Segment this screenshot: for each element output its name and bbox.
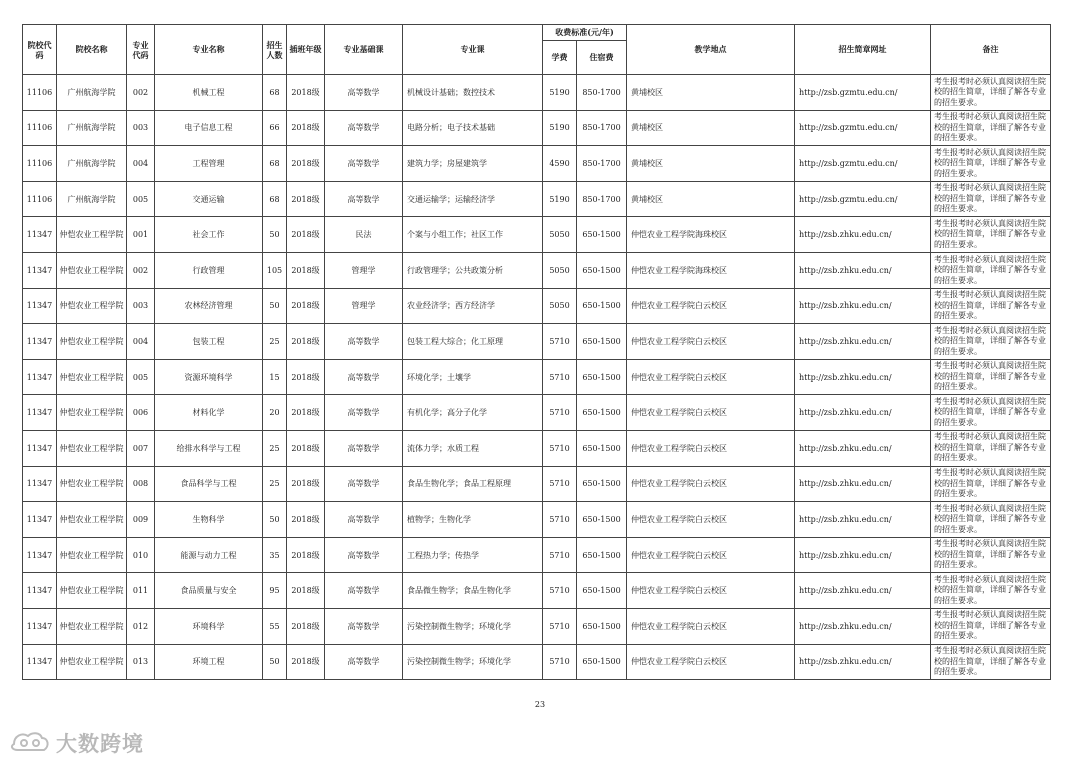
location-cell: 仲恺农业工程学院白云校区 [627, 288, 795, 324]
accommodation-cell: 650-1500 [577, 252, 627, 288]
school-name-cell: 仲恺农业工程学院 [57, 359, 127, 395]
location-cell: 仲恺农业工程学院白云校区 [627, 608, 795, 644]
location-cell: 黄埔校区 [627, 181, 795, 217]
table-row [23, 466, 1051, 502]
website-cell: http://zsb.zhku.edu.cn/ [795, 359, 931, 395]
grade-cell: 2018级 [287, 181, 325, 217]
school-code-cell: 11347 [23, 324, 57, 360]
school-code-cell: 11347 [23, 608, 57, 644]
school-name-cell: 仲恺农业工程学院 [57, 288, 127, 324]
base-course-cell: 高等数学 [325, 608, 403, 644]
accommodation-cell: 650-1500 [577, 502, 627, 538]
base-course-cell: 高等数学 [325, 324, 403, 360]
location-cell: 仲恺农业工程学院白云校区 [627, 359, 795, 395]
major-course-cell: 污染控制微生物学；环境化学 [403, 608, 543, 644]
tuition-cell: 5710 [543, 537, 577, 573]
major-course-cell: 食品微生物学；食品生物化学 [403, 573, 543, 609]
major-course-cell: 环境化学；土壤学 [403, 359, 543, 395]
enroll-count-cell: 15 [263, 359, 287, 395]
grade-cell: 2018级 [287, 395, 325, 431]
watermark [8, 728, 144, 758]
table-body [23, 75, 1051, 680]
major-name-cell: 食品质量与安全 [155, 573, 263, 609]
table-row [23, 644, 1051, 680]
tuition-cell: 5710 [543, 324, 577, 360]
major-code-cell: 006 [127, 395, 155, 431]
enroll-count-cell: 55 [263, 608, 287, 644]
major-code-cell: 005 [127, 359, 155, 395]
school-name-cell: 仲恺农业工程学院 [57, 644, 127, 680]
tuition-cell: 5710 [543, 573, 577, 609]
major-course-cell: 有机化学；高分子化学 [403, 395, 543, 431]
location-cell: 仲恺农业工程学院白云校区 [627, 502, 795, 538]
website-cell: http://zsb.zhku.edu.cn/ [795, 537, 931, 573]
school-code-cell: 11347 [23, 395, 57, 431]
school-name-cell: 仲恺农业工程学院 [57, 395, 127, 431]
accommodation-cell: 850-1700 [577, 75, 627, 111]
enroll-count-cell: 68 [263, 146, 287, 182]
website-cell: http://zsb.gzmtu.edu.cn/ [795, 75, 931, 111]
major-code-cell: 010 [127, 537, 155, 573]
major-code-cell: 003 [127, 110, 155, 146]
header-enroll-count: 招生人数 [263, 25, 287, 75]
major-name-cell: 生物科学 [155, 502, 263, 538]
major-course-cell: 建筑力学；房屋建筑学 [403, 146, 543, 182]
major-name-cell: 给排水科学与工程 [155, 430, 263, 466]
base-course-cell: 高等数学 [325, 359, 403, 395]
remarks-cell: 考生报考时必须认真阅读招生院校的招生简章，详细了解各专业的招生要求。 [931, 252, 1051, 288]
remarks-cell: 考生报考时必须认真阅读招生院校的招生简章，详细了解各专业的招生要求。 [931, 217, 1051, 253]
major-code-cell: 002 [127, 252, 155, 288]
enroll-count-cell: 25 [263, 466, 287, 502]
website-cell: http://zsb.zhku.edu.cn/ [795, 466, 931, 502]
school-code-cell: 11347 [23, 537, 57, 573]
major-name-cell: 交通运输 [155, 181, 263, 217]
table-row [23, 395, 1051, 431]
tuition-cell: 5710 [543, 502, 577, 538]
table-row [23, 537, 1051, 573]
watermark-logo-icon [8, 728, 52, 758]
major-name-cell: 社会工作 [155, 217, 263, 253]
accommodation-cell: 650-1500 [577, 573, 627, 609]
remarks-cell: 考生报考时必须认真阅读招生院校的招生简章，详细了解各专业的招生要求。 [931, 324, 1051, 360]
major-code-cell: 004 [127, 324, 155, 360]
location-cell: 仲恺农业工程学院白云校区 [627, 644, 795, 680]
website-cell: http://zsb.zhku.edu.cn/ [795, 644, 931, 680]
school-code-cell: 11347 [23, 217, 57, 253]
tuition-cell: 5710 [543, 644, 577, 680]
enroll-count-cell: 66 [263, 110, 287, 146]
base-course-cell: 高等数学 [325, 395, 403, 431]
table-row [23, 573, 1051, 609]
location-cell: 黄埔校区 [627, 146, 795, 182]
website-cell: http://zsb.gzmtu.edu.cn/ [795, 110, 931, 146]
website-cell: http://zsb.zhku.edu.cn/ [795, 217, 931, 253]
table-row [23, 359, 1051, 395]
remarks-cell: 考生报考时必须认真阅读招生院校的招生简章，详细了解各专业的招生要求。 [931, 288, 1051, 324]
school-name-cell: 仲恺农业工程学院 [57, 573, 127, 609]
table-row [23, 502, 1051, 538]
major-name-cell: 农林经济管理 [155, 288, 263, 324]
location-cell: 黄埔校区 [627, 75, 795, 111]
major-course-cell: 流体力学；水质工程 [403, 430, 543, 466]
location-cell: 仲恺农业工程学院白云校区 [627, 466, 795, 502]
tuition-cell: 5710 [543, 466, 577, 502]
major-name-cell: 材料化学 [155, 395, 263, 431]
school-code-cell: 11347 [23, 288, 57, 324]
header-fee-group: 收费标准(元/年) [543, 25, 627, 41]
enroll-count-cell: 50 [263, 217, 287, 253]
remarks-cell: 考生报考时必须认真阅读招生院校的招生简章，详细了解各专业的招生要求。 [931, 181, 1051, 217]
header-accommodation: 住宿费 [577, 41, 627, 75]
enroll-count-cell: 35 [263, 537, 287, 573]
base-course-cell: 管理学 [325, 252, 403, 288]
major-course-cell: 机械设计基础；数控技术 [403, 75, 543, 111]
accommodation-cell: 650-1500 [577, 359, 627, 395]
tuition-cell: 5710 [543, 359, 577, 395]
remarks-cell: 考生报考时必须认真阅读招生院校的招生简章，详细了解各专业的招生要求。 [931, 110, 1051, 146]
base-course-cell: 高等数学 [325, 573, 403, 609]
major-code-cell: 005 [127, 181, 155, 217]
grade-cell: 2018级 [287, 466, 325, 502]
tuition-cell: 5190 [543, 110, 577, 146]
school-code-cell: 11106 [23, 146, 57, 182]
major-course-cell: 个案与小组工作；社区工作 [403, 217, 543, 253]
school-name-cell: 仲恺农业工程学院 [57, 430, 127, 466]
major-code-cell: 007 [127, 430, 155, 466]
major-code-cell: 003 [127, 288, 155, 324]
admissions-table [22, 24, 1051, 680]
location-cell: 仲恺农业工程学院白云校区 [627, 537, 795, 573]
location-cell: 黄埔校区 [627, 110, 795, 146]
tuition-cell: 5710 [543, 430, 577, 466]
remarks-cell: 考生报考时必须认真阅读招生院校的招生简章，详细了解各专业的招生要求。 [931, 537, 1051, 573]
major-course-cell: 农业经济学；西方经济学 [403, 288, 543, 324]
enroll-count-cell: 68 [263, 75, 287, 111]
school-code-cell: 11106 [23, 75, 57, 111]
base-course-cell: 高等数学 [325, 537, 403, 573]
school-name-cell: 仲恺农业工程学院 [57, 324, 127, 360]
enroll-count-cell: 105 [263, 252, 287, 288]
tuition-cell: 5190 [543, 181, 577, 217]
major-code-cell: 002 [127, 75, 155, 111]
major-course-cell: 工程热力学；传热学 [403, 537, 543, 573]
tuition-cell: 5050 [543, 217, 577, 253]
school-code-cell: 11347 [23, 644, 57, 680]
grade-cell: 2018级 [287, 75, 325, 111]
enroll-count-cell: 50 [263, 502, 287, 538]
table-header [23, 25, 1051, 75]
website-cell: http://zsb.zhku.edu.cn/ [795, 573, 931, 609]
school-name-cell: 广州航海学院 [57, 75, 127, 111]
major-code-cell: 004 [127, 146, 155, 182]
website-cell: http://zsb.zhku.edu.cn/ [795, 252, 931, 288]
grade-cell: 2018级 [287, 252, 325, 288]
major-name-cell: 能源与动力工程 [155, 537, 263, 573]
header-remarks: 备注 [931, 25, 1051, 75]
major-code-cell: 008 [127, 466, 155, 502]
school-code-cell: 11106 [23, 181, 57, 217]
major-course-cell: 行政管理学；公共政策分析 [403, 252, 543, 288]
major-course-cell: 包装工程大综合；化工原理 [403, 324, 543, 360]
major-name-cell: 资源环境科学 [155, 359, 263, 395]
header-major-code: 专业代码 [127, 25, 155, 75]
accommodation-cell: 650-1500 [577, 288, 627, 324]
grade-cell: 2018级 [287, 502, 325, 538]
major-course-cell: 电路分析；电子技术基础 [403, 110, 543, 146]
school-name-cell: 广州航海学院 [57, 110, 127, 146]
major-name-cell: 食品科学与工程 [155, 466, 263, 502]
grade-cell: 2018级 [287, 573, 325, 609]
enroll-count-cell: 25 [263, 430, 287, 466]
table-row [23, 324, 1051, 360]
remarks-cell: 考生报考时必须认真阅读招生院校的招生简章，详细了解各专业的招生要求。 [931, 608, 1051, 644]
major-name-cell: 包装工程 [155, 324, 263, 360]
enroll-count-cell: 95 [263, 573, 287, 609]
location-cell: 仲恺农业工程学院海珠校区 [627, 252, 795, 288]
remarks-cell: 考生报考时必须认真阅读招生院校的招生简章，详细了解各专业的招生要求。 [931, 502, 1051, 538]
location-cell: 仲恺农业工程学院海珠校区 [627, 217, 795, 253]
base-course-cell: 高等数学 [325, 146, 403, 182]
watermark-text: 大数跨境 [56, 732, 144, 756]
base-course-cell: 高等数学 [325, 430, 403, 466]
website-cell: http://zsb.zhku.edu.cn/ [795, 608, 931, 644]
accommodation-cell: 650-1500 [577, 466, 627, 502]
table-row [23, 75, 1051, 111]
header-grade: 插班年级 [287, 25, 325, 75]
accommodation-cell: 850-1700 [577, 110, 627, 146]
header-tuition: 学费 [543, 41, 577, 75]
website-cell: http://zsb.zhku.edu.cn/ [795, 430, 931, 466]
base-course-cell: 管理学 [325, 288, 403, 324]
grade-cell: 2018级 [287, 110, 325, 146]
table-row [23, 217, 1051, 253]
accommodation-cell: 650-1500 [577, 217, 627, 253]
major-code-cell: 011 [127, 573, 155, 609]
major-code-cell: 009 [127, 502, 155, 538]
header-location: 教学地点 [627, 25, 795, 75]
header-school-name: 院校名称 [57, 25, 127, 75]
grade-cell: 2018级 [287, 288, 325, 324]
grade-cell: 2018级 [287, 324, 325, 360]
website-cell: http://zsb.gzmtu.edu.cn/ [795, 146, 931, 182]
remarks-cell: 考生报考时必须认真阅读招生院校的招生简章，详细了解各专业的招生要求。 [931, 573, 1051, 609]
major-code-cell: 012 [127, 608, 155, 644]
tuition-cell: 5050 [543, 288, 577, 324]
header-website: 招生简章网址 [795, 25, 931, 75]
grade-cell: 2018级 [287, 608, 325, 644]
table-row [23, 110, 1051, 146]
accommodation-cell: 850-1700 [577, 181, 627, 217]
grade-cell: 2018级 [287, 146, 325, 182]
website-cell: http://zsb.zhku.edu.cn/ [795, 288, 931, 324]
enroll-count-cell: 50 [263, 644, 287, 680]
grade-cell: 2018级 [287, 537, 325, 573]
enroll-count-cell: 68 [263, 181, 287, 217]
grade-cell: 2018级 [287, 430, 325, 466]
major-name-cell: 环境科学 [155, 608, 263, 644]
major-code-cell: 001 [127, 217, 155, 253]
header-major-name: 专业名称 [155, 25, 263, 75]
school-name-cell: 仲恺农业工程学院 [57, 252, 127, 288]
major-course-cell: 植物学；生物化学 [403, 502, 543, 538]
website-cell: http://zsb.zhku.edu.cn/ [795, 324, 931, 360]
location-cell: 仲恺农业工程学院白云校区 [627, 573, 795, 609]
base-course-cell: 高等数学 [325, 502, 403, 538]
remarks-cell: 考生报考时必须认真阅读招生院校的招生简章，详细了解各专业的招生要求。 [931, 359, 1051, 395]
grade-cell: 2018级 [287, 359, 325, 395]
base-course-cell: 高等数学 [325, 466, 403, 502]
accommodation-cell: 650-1500 [577, 324, 627, 360]
header-major-course: 专业课 [403, 25, 543, 75]
base-course-cell: 高等数学 [325, 181, 403, 217]
major-course-cell: 污染控制微生物学；环境化学 [403, 644, 543, 680]
header-school-code: 院校代码 [23, 25, 57, 75]
tuition-cell: 5710 [543, 395, 577, 431]
base-course-cell: 高等数学 [325, 110, 403, 146]
enroll-count-cell: 20 [263, 395, 287, 431]
school-name-cell: 广州航海学院 [57, 181, 127, 217]
school-name-cell: 仲恺农业工程学院 [57, 537, 127, 573]
table-row [23, 146, 1051, 182]
school-code-cell: 11347 [23, 466, 57, 502]
remarks-cell: 考生报考时必须认真阅读招生院校的招生简章，详细了解各专业的招生要求。 [931, 395, 1051, 431]
website-cell: http://zsb.zhku.edu.cn/ [795, 395, 931, 431]
base-course-cell: 民法 [325, 217, 403, 253]
accommodation-cell: 650-1500 [577, 395, 627, 431]
accommodation-cell: 850-1700 [577, 146, 627, 182]
table-row [23, 181, 1051, 217]
major-name-cell: 机械工程 [155, 75, 263, 111]
remarks-cell: 考生报考时必须认真阅读招生院校的招生简章，详细了解各专业的招生要求。 [931, 466, 1051, 502]
remarks-cell: 考生报考时必须认真阅读招生院校的招生简章，详细了解各专业的招生要求。 [931, 644, 1051, 680]
school-name-cell: 仲恺农业工程学院 [57, 217, 127, 253]
major-course-cell: 交通运输学；运输经济学 [403, 181, 543, 217]
major-name-cell: 电子信息工程 [155, 110, 263, 146]
remarks-cell: 考生报考时必须认真阅读招生院校的招生简章，详细了解各专业的招生要求。 [931, 430, 1051, 466]
location-cell: 仲恺农业工程学院白云校区 [627, 430, 795, 466]
tuition-cell: 5710 [543, 608, 577, 644]
school-code-cell: 11106 [23, 110, 57, 146]
school-name-cell: 仲恺农业工程学院 [57, 502, 127, 538]
grade-cell: 2018级 [287, 644, 325, 680]
website-cell: http://zsb.gzmtu.edu.cn/ [795, 181, 931, 217]
tuition-cell: 5190 [543, 75, 577, 111]
accommodation-cell: 650-1500 [577, 644, 627, 680]
base-course-cell: 高等数学 [325, 75, 403, 111]
enroll-count-cell: 25 [263, 324, 287, 360]
school-name-cell: 仲恺农业工程学院 [57, 466, 127, 502]
school-code-cell: 11347 [23, 430, 57, 466]
table-row [23, 608, 1051, 644]
school-name-cell: 广州航海学院 [57, 146, 127, 182]
school-code-cell: 11347 [23, 252, 57, 288]
accommodation-cell: 650-1500 [577, 608, 627, 644]
remarks-cell: 考生报考时必须认真阅读招生院校的招生简章，详细了解各专业的招生要求。 [931, 75, 1051, 111]
tuition-cell: 5050 [543, 252, 577, 288]
major-name-cell: 环境工程 [155, 644, 263, 680]
grade-cell: 2018级 [287, 217, 325, 253]
major-course-cell: 食品生物化学；食品工程原理 [403, 466, 543, 502]
tuition-cell: 4590 [543, 146, 577, 182]
remarks-cell: 考生报考时必须认真阅读招生院校的招生简章，详细了解各专业的招生要求。 [931, 146, 1051, 182]
header-base-course: 专业基础课 [325, 25, 403, 75]
accommodation-cell: 650-1500 [577, 537, 627, 573]
school-code-cell: 11347 [23, 502, 57, 538]
location-cell: 仲恺农业工程学院白云校区 [627, 395, 795, 431]
admissions-table-container [22, 24, 1050, 680]
enroll-count-cell: 50 [263, 288, 287, 324]
table-row [23, 252, 1051, 288]
school-code-cell: 11347 [23, 359, 57, 395]
website-cell: http://zsb.zhku.edu.cn/ [795, 502, 931, 538]
major-name-cell: 工程管理 [155, 146, 263, 182]
base-course-cell: 高等数学 [325, 644, 403, 680]
accommodation-cell: 650-1500 [577, 430, 627, 466]
major-name-cell: 行政管理 [155, 252, 263, 288]
table-row [23, 288, 1051, 324]
school-name-cell: 仲恺农业工程学院 [57, 608, 127, 644]
table-row [23, 430, 1051, 466]
location-cell: 仲恺农业工程学院白云校区 [627, 324, 795, 360]
page-number: 23 [534, 700, 546, 709]
major-code-cell: 013 [127, 644, 155, 680]
school-code-cell: 11347 [23, 573, 57, 609]
